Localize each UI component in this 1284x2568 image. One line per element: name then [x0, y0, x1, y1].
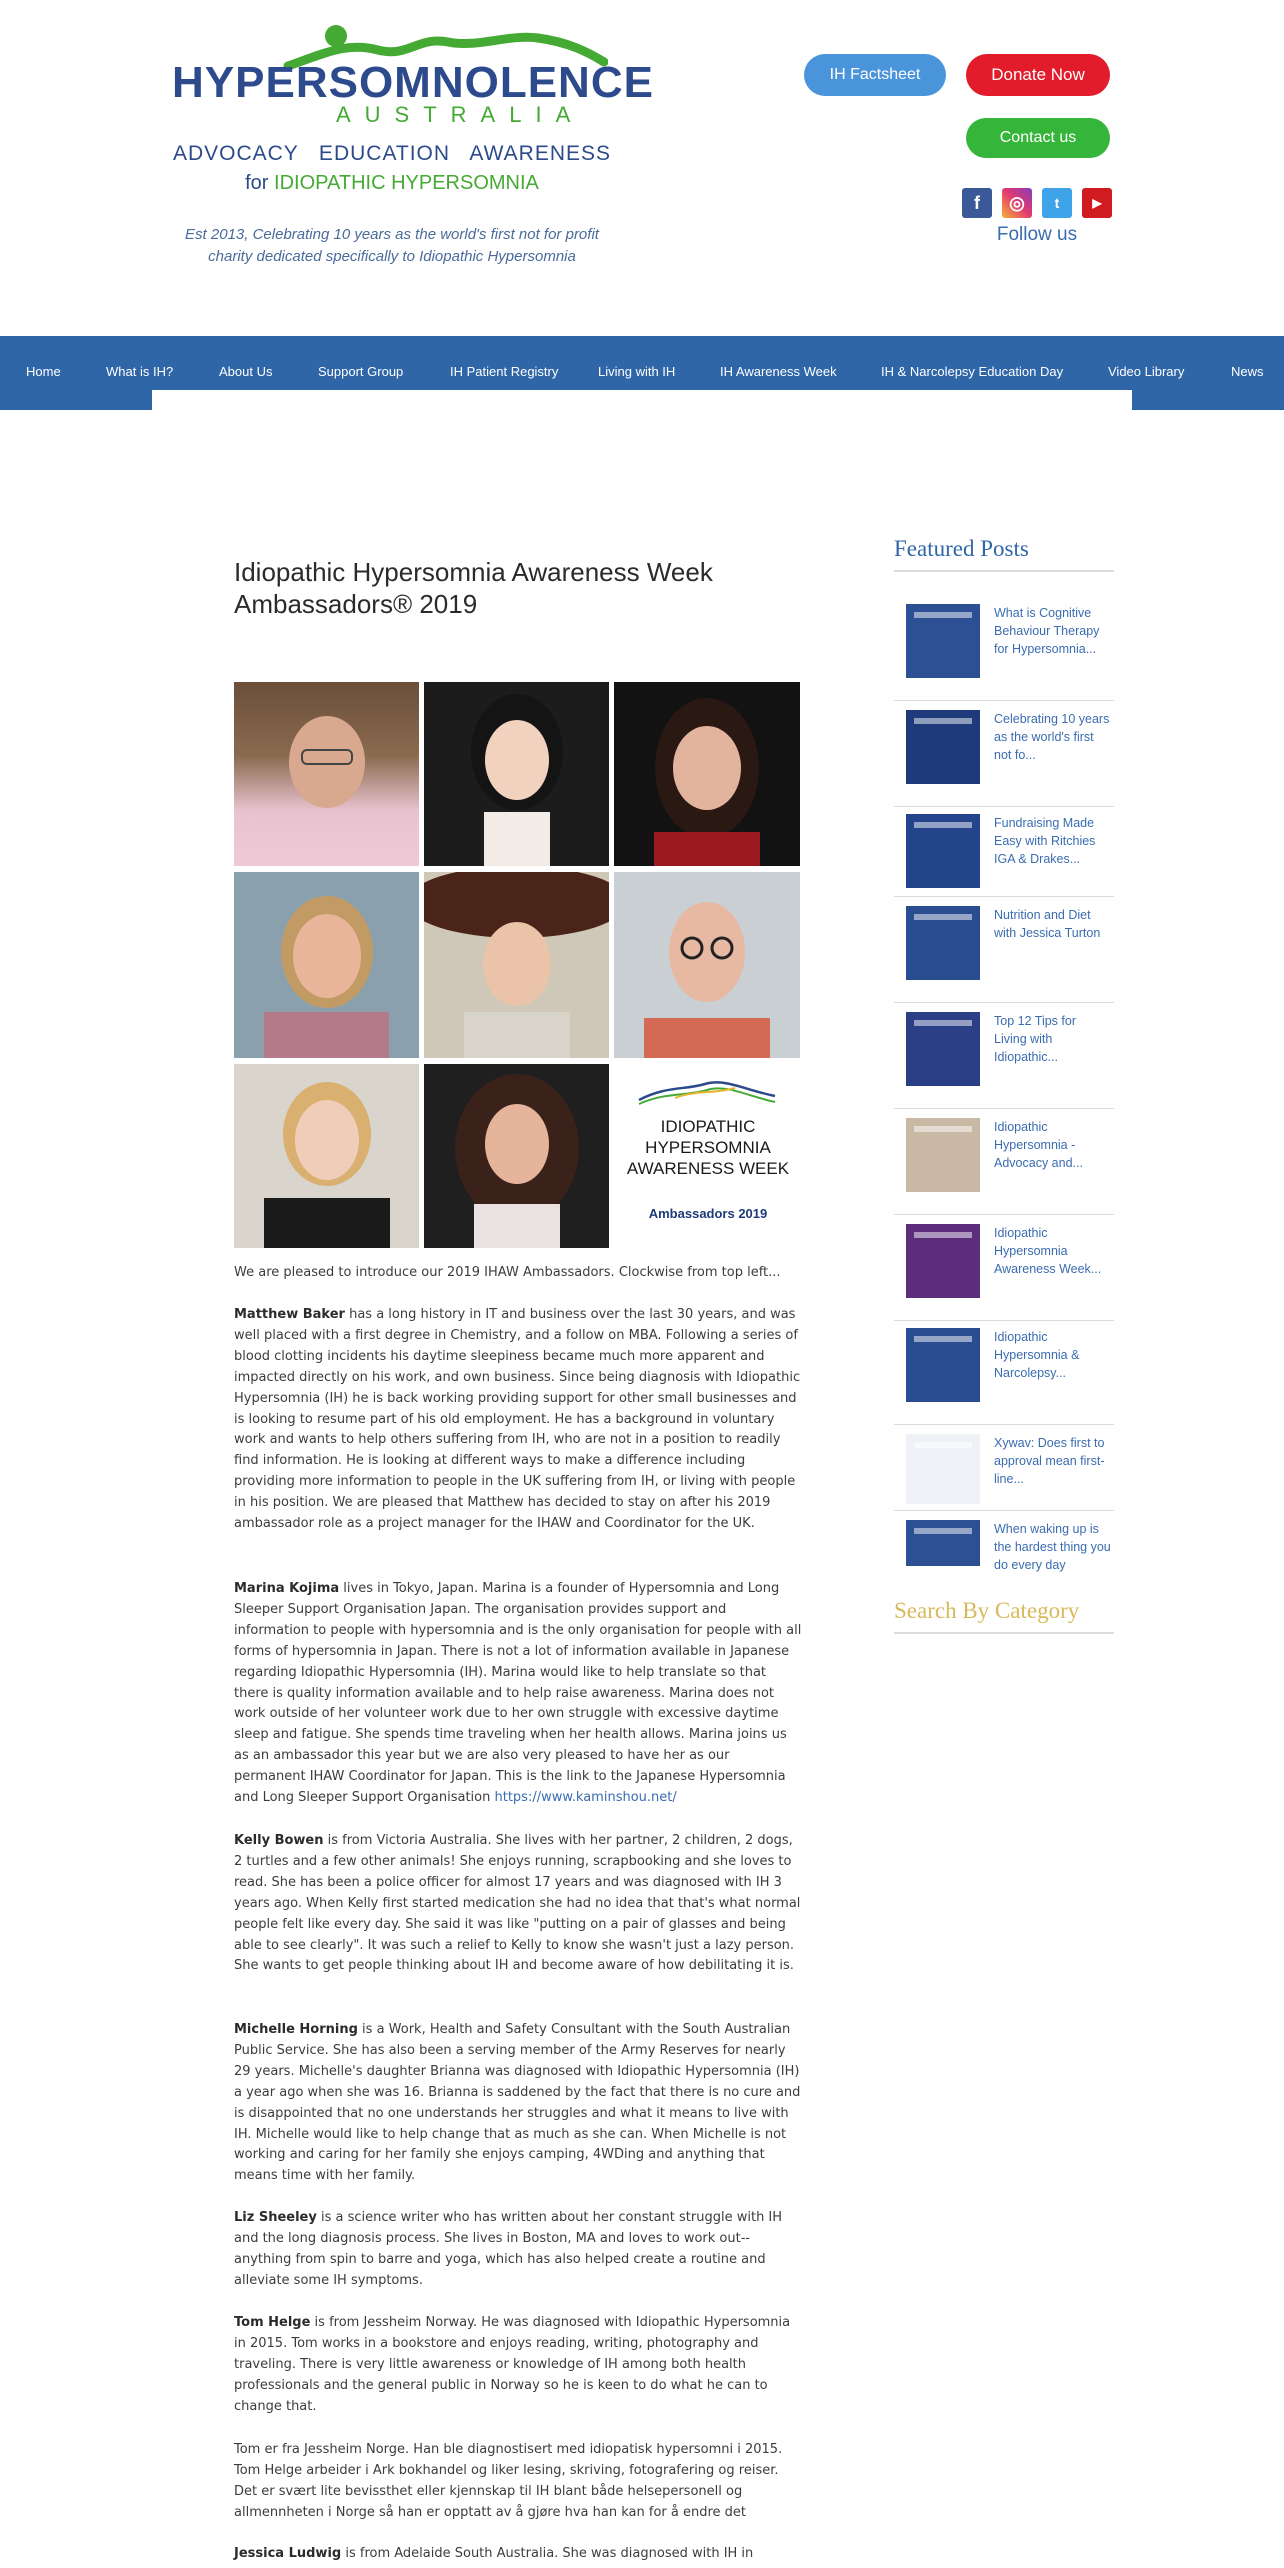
post-thumbnail[interactable] — [906, 906, 980, 980]
post-title-link[interactable]: Idiopathic Hypersomnia Awareness Week... — [994, 1226, 1102, 1276]
follow-us-label: Follow us — [996, 224, 1078, 245]
photo-ambassador-8 — [424, 1064, 609, 1248]
featured-post-item[interactable] — [894, 708, 1114, 808]
ambassador-bio: is a science writer who has written about her constant struggle with IH and the long diagnosis process. She lives in Boston, MA and loves to work out--anything from spin to barre and yoga, which has also helped create a routine and alleviate some IH symptoms. — [234, 2210, 783, 2288]
badge-title: IDIOPATHIC HYPERSOMNIA AWARENESS WEEK — [626, 1117, 790, 1178]
ambassador-name: Marina Kojima — [234, 1581, 340, 1596]
photo-kelly-bowen — [614, 682, 800, 866]
featured-post-item[interactable] — [894, 904, 1114, 1004]
featured-post-item[interactable] — [894, 1518, 1114, 1574]
facebook-icon[interactable]: f — [962, 188, 992, 218]
ambassador-name: Jessica Ludwig — [234, 2546, 342, 2561]
ambassador-bio: has a long history in IT and business over the last 30 years, and was well placed with a first degree in Chemistry, and a follow on MBA. Following a series of blood clotting incidents his daytime sleepiness became much more apparent and impacted directly on his work, and own business. Since being diagnosis with Idiopathic Hypersomnia (IH) he is back working providing support for other small businesses and is looking to resume part of his old employment. He has a background in voluntary work and wants to help others suffering from IH, who are not in a position to readily find information. He is looking at different ways to make a difference including providing more information to people in the UK suffering from IH, or living with people in his position. We are pleased that Matthew has decided to stay on after his 2019 ambassador role as a project manager for the IHAW and Coordinator for the UK. — [234, 1307, 801, 1532]
instagram-icon[interactable]: ◎ — [1002, 188, 1032, 218]
post-divider — [894, 1424, 1114, 1425]
ambassador-name: Michelle Horning — [234, 2022, 358, 2037]
ambassador-paragraph — [234, 2208, 802, 2292]
featured-post-item[interactable] — [894, 812, 1114, 898]
donate-button[interactable]: Donate Now — [966, 54, 1110, 96]
nav-support-group[interactable]: Support Group — [318, 364, 404, 379]
logo-subtext: AUSTRALIA — [336, 102, 585, 127]
ambassador-paragraph — [234, 2313, 802, 2418]
post-thumbnail[interactable] — [906, 1328, 980, 1402]
post-title-link[interactable]: Fundraising Made Easy with Ritchies IGA & Drakes... — [994, 816, 1096, 866]
post-title-link[interactable]: When waking up is the hardest thing you do every day — [994, 1522, 1111, 1572]
ambassador-name: Matthew Baker — [234, 1307, 345, 1322]
post-divider — [894, 1108, 1114, 1109]
awareness-week-badge — [615, 1064, 801, 1248]
nav-video-library[interactable]: Video Library — [1108, 364, 1185, 379]
photo-liz-sheeley — [424, 872, 609, 1058]
nav-what-is-ih[interactable]: What is IH? — [106, 364, 174, 379]
post-divider — [894, 700, 1114, 701]
post-thumbnail[interactable] — [906, 814, 980, 888]
featured-post-item[interactable] — [894, 1432, 1114, 1512]
badge-subtitle: Ambassadors 2019 — [648, 1206, 768, 1221]
ambassador-bio: is a Work, Health and Safety Consultant with the South Australian Public Service. She has also been a serving member of the Army Reserves for nearly 29 years. Michelle's daughter Brianna was diagnosed with Idiopathic Hypersomnia (IH) a year ago when she was 16. Brianna is saddened by the fact that there is no cure and is disappointed that no one understands her struggles and what it means to live with IH. Michelle would like to help change that as much as she can. When Michelle is not working and caring for her family she enjoys camping, 4WDing and anything that means time with her family. — [234, 2022, 801, 2184]
search-by-category-title: Search By Category — [894, 1598, 1080, 1623]
featured-post-item[interactable] — [894, 1222, 1114, 1322]
nav-news[interactable]: News — [1231, 364, 1264, 379]
post-thumbnail[interactable] — [906, 710, 980, 784]
post-thumbnail[interactable] — [906, 1224, 980, 1298]
post-divider — [894, 1214, 1114, 1215]
tagline-ih-text: IDIOPATHIC HYPERSOMNIA — [274, 172, 539, 194]
post-divider — [894, 1510, 1114, 1511]
tagline-for: for — [245, 172, 269, 194]
featured-posts-divider — [894, 570, 1114, 572]
factsheet-button[interactable]: IH Factsheet — [804, 54, 946, 96]
kaminshou-link[interactable]: https://www.kaminshou.net/ — [494, 1790, 677, 1806]
tagline-ih — [172, 172, 612, 195]
photo-michelle-horning — [234, 872, 419, 1058]
ambassador-paragraph-norwegian — [234, 2440, 802, 2524]
post-divider — [894, 896, 1114, 897]
post-thumbnail[interactable] — [906, 1118, 980, 1192]
category-divider — [894, 1632, 1114, 1634]
ambassador-name: Liz Sheeley — [234, 2210, 317, 2225]
article-title: Idiopathic Hypersomnia Awareness Week Ambassadors® 2019 — [234, 557, 713, 619]
featured-posts-title: Featured Posts — [894, 536, 1029, 561]
ambassador-paragraph — [234, 2020, 802, 2187]
featured-post-item[interactable] — [894, 1010, 1114, 1110]
ambassador-name: Kelly Bowen — [234, 1833, 324, 1848]
twitter-icon[interactable]: t — [1042, 188, 1072, 218]
established-text: Est 2013, Celebrating 10 years as the world's first not for profit charity dedicated specifically to Idiopathic Hypersomnia — [185, 226, 599, 265]
nav-living-with-ih[interactable]: Living with IH — [598, 364, 676, 379]
post-title-link[interactable]: Idiopathic Hypersomnia & Narcolepsy... — [994, 1330, 1080, 1380]
nav-awareness-week[interactable]: IH Awareness Week — [720, 364, 837, 379]
post-title-link[interactable]: Idiopathic Hypersomnia - Advocacy and... — [994, 1120, 1083, 1170]
post-divider — [894, 1002, 1114, 1003]
nav-about-us[interactable]: About Us — [219, 364, 273, 379]
ambassador-bio: is from Victoria Australia. She lives with her partner, 2 children, 2 dogs, 2 turtles and a few other animals! She enjoys running, scrapbooking and she loves to read. She has been a police officer for almost 17 years and was diagnosed with IH 3 years ago. When Kelly first started medication she had no idea that that's what normal people felt like every day. She said it was like "putting on a pair of glasses and being able to see clearly". It was such a relief to Kelly to know she wasn't just a lazy person. She wants to get people thinking about IH and become aware of how debilitating it is. — [234, 1833, 801, 1974]
post-title-link[interactable]: What is Cognitive Behaviour Therapy for Hypersomnia... — [994, 606, 1100, 656]
post-title-link[interactable]: Celebrating 10 years as the world's first not fo... — [994, 712, 1110, 762]
featured-post-item[interactable] — [894, 1326, 1114, 1426]
nav-patient-registry[interactable]: IH Patient Registry — [450, 364, 559, 379]
badge-wave-icon — [635, 1076, 781, 1106]
photo-matthew-baker — [234, 682, 419, 866]
article-intro: We are pleased to introduce our 2019 IHAW Ambassadors. Clockwise from top left... — [234, 1265, 781, 1280]
post-thumbnail[interactable] — [906, 1434, 980, 1504]
ambassador-paragraph — [234, 1579, 802, 1809]
nav-home[interactable]: Home — [26, 364, 61, 379]
contact-button[interactable]: Contact us — [966, 118, 1110, 158]
ambassador-paragraph — [234, 1831, 802, 1977]
ambassador-bio: Tom er fra Jessheim Norge. Han ble diagnostisert med idiopatisk hypersomni i 2015. Tom Helge arbeider i Ark bokhandel og liker lesing, skriving, fotografering og reiser. Det er svært lite bevissthet eller kjennskap til IH blant både helsepersonell og allmennheten i Norge så han er opptatt av å gjøre hva han kan for å endre det — [234, 2442, 783, 2520]
post-thumbnail[interactable] — [906, 1520, 980, 1566]
nav-underlay — [152, 390, 1132, 410]
photo-marina-kojima — [424, 682, 609, 866]
ambassador-paragraph — [234, 2544, 802, 2565]
post-divider — [894, 806, 1114, 807]
post-divider — [894, 1320, 1114, 1321]
post-thumbnail[interactable] — [906, 1012, 980, 1086]
nav-education-day[interactable]: IH & Narcolepsy Education Day — [881, 364, 1064, 379]
ambassador-name: Tom Helge — [234, 2315, 311, 2330]
photo-jessica-ludwig — [234, 1064, 419, 1248]
post-title-link[interactable]: Top 12 Tips for Living with Idiopathic... — [994, 1014, 1076, 1064]
post-title-link[interactable]: Nutrition and Diet with Jessica Turton — [994, 908, 1101, 940]
featured-post-item[interactable] — [894, 602, 1114, 702]
ambassador-bio: is from Jessheim Norway. He was diagnosed with Idiopathic Hypersomnia in 2015. Tom works in a bookstore and enjoys reading, writing, photography and traveling. There is very little awareness or knowledge of IH among both health professionals and the general public in Norway so he is keen to do what he can to change that. — [234, 2315, 791, 2414]
ambassador-paragraph — [234, 1305, 802, 1535]
ambassador-bio: lives in Tokyo, Japan. Marina is a founder of Hypersomnia and Long Sleeper Support Organisation Japan. The organisation provides support and information to people with hypersomnia and is the only organisation for people with all forms of hypersomnia in Japan. There is not a lot of information available in Japanese regarding Idiopathic Hypersomnia (IH). Marina would like to help translate so that there is quality information available and to help raise awareness. Marina does not work outside of her volunteer work due to her own struggle with excessive daytime sleep and fatigue. She spends time traveling when her health allows. Marina joins us as an ambassador this year but we are also very pleased to have her as our permanent IHAW Coordinator for Japan. This is the link to the Japanese Hypersomnia and Long Sleeper Support Organisation — [234, 1581, 802, 1806]
tagline-top: ADVOCACY EDUCATION AWARENESS — [172, 142, 612, 165]
featured-post-item[interactable] — [894, 1116, 1114, 1216]
post-thumbnail[interactable] — [906, 604, 980, 678]
ambassador-bio: is from Adelaide South Australia. She was diagnosed with IH in — [341, 2546, 754, 2561]
logo-text[interactable]: HYPERSOMNOLENCE — [172, 58, 654, 107]
photo-tom-helge — [614, 872, 800, 1058]
post-title-link[interactable]: Xywav: Does first to approval mean first-line... — [994, 1436, 1105, 1486]
youtube-icon[interactable]: ▶ — [1082, 188, 1112, 218]
